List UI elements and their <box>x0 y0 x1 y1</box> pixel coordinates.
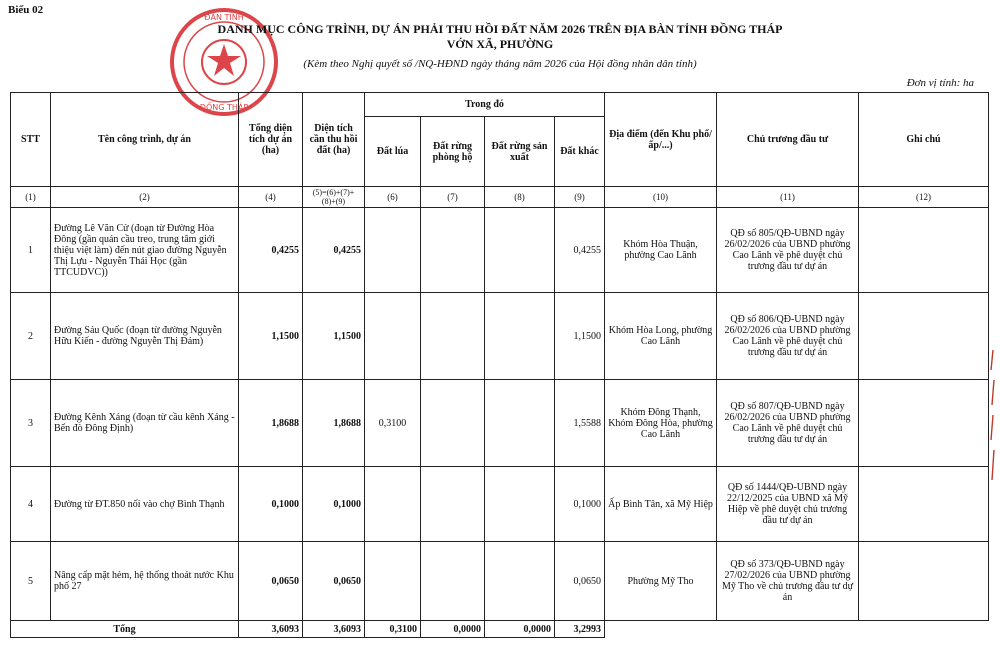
document-title <box>150 22 850 52</box>
row-dat-lua <box>365 293 421 380</box>
row-dat-rung-san-xuat <box>485 542 555 621</box>
header-dat-lua: Đất lúa <box>365 117 421 187</box>
row-stt: 4 <box>11 467 51 542</box>
empty-cell <box>859 621 989 638</box>
row-note <box>859 380 989 467</box>
total-recover-sum: 3,6093 <box>303 621 365 638</box>
row-location: Phường Mỹ Tho <box>605 542 717 621</box>
row-dat-rung-phong-ho <box>421 542 485 621</box>
index-cell: (11) <box>717 187 859 208</box>
row-dat-lua <box>365 208 421 293</box>
row-dat-lua <box>365 542 421 621</box>
row-recover-area: 1,1500 <box>303 293 365 380</box>
row-total-area: 0,1000 <box>239 467 303 542</box>
row-location: Khóm Hòa Long, phường Cao Lãnh <box>605 293 717 380</box>
index-cell: (4) <box>239 187 303 208</box>
index-cell: (6) <box>365 187 421 208</box>
table-row <box>11 542 989 621</box>
table-row <box>11 208 989 293</box>
total-label: Tổng <box>11 621 239 638</box>
row-policy: QĐ số 805/QĐ-UBND ngày 26/02/2026 của UBND phường Cao Lãnh về phê duyệt chủ trương đầu tư dự án <box>717 208 859 293</box>
row-dat-rung-phong-ho <box>421 293 485 380</box>
total-dat-khac-sum: 3,2993 <box>555 621 605 638</box>
total-dat-lua-sum: 0,3100 <box>365 621 421 638</box>
row-note <box>859 208 989 293</box>
empty-cell <box>605 621 717 638</box>
row-dat-rung-phong-ho <box>421 380 485 467</box>
svg-text:ĐẤN TỈNH: ĐẤN TỈNH <box>204 13 244 22</box>
column-index-row <box>11 187 989 208</box>
document-label: Biểu 02 <box>8 4 44 16</box>
index-cell: (7) <box>421 187 485 208</box>
row-policy: QĐ số 806/QĐ-UBND ngày 26/02/2026 của UBND phường Cao Lãnh về phê duyệt chủ trương đầu tư dự án <box>717 293 859 380</box>
row-stt: 3 <box>11 380 51 467</box>
project-table-container <box>10 92 988 638</box>
index-cell: (9) <box>555 187 605 208</box>
empty-cell <box>717 621 859 638</box>
header-dat-khac: Đất khác <box>555 117 605 187</box>
row-stt: 1 <box>11 208 51 293</box>
row-location: Khóm Hòa Thuận, phường Cao Lãnh <box>605 208 717 293</box>
total-dat-rung-phong-ho-sum: 0,0000 <box>421 621 485 638</box>
header-dat-rung-phong-ho: Đất rừng phòng hộ <box>421 117 485 187</box>
row-dat-rung-san-xuat <box>485 208 555 293</box>
total-dat-rung-san-xuat-sum: 0,0000 <box>485 621 555 638</box>
row-project-name: Nâng cấp mặt hẻm, hệ thống thoát nước Khu phố 27 <box>51 542 239 621</box>
row-project-name: Đường từ ĐT.850 nối vào chợ Bình Thạnh <box>51 467 239 542</box>
handwritten-margin-marks-icon <box>988 350 998 490</box>
row-dat-khac: 0,4255 <box>555 208 605 293</box>
index-cell: (2) <box>51 187 239 208</box>
row-dat-rung-san-xuat <box>485 380 555 467</box>
row-location: Ấp Bình Tân, xã Mỹ Hiệp <box>605 467 717 542</box>
row-note <box>859 293 989 380</box>
title-line-2: VỚN XÃ, PHƯỜNG <box>446 37 554 51</box>
row-dat-rung-san-xuat <box>485 467 555 542</box>
row-dat-khac: 1,5588 <box>555 380 605 467</box>
header-policy: Chủ trương đầu tư <box>717 93 859 187</box>
row-recover-area: 0,0650 <box>303 542 365 621</box>
row-note <box>859 542 989 621</box>
row-location: Khóm Đông Thạnh, Khóm Đông Hòa, phường Cao Lãnh <box>605 380 717 467</box>
row-policy: QĐ số 1444/QĐ-UBND ngày 22/12/2025 của UBND xã Mỹ Hiệp về phê duyệt chủ trương đầu tư dự án <box>717 467 859 542</box>
table-row <box>11 293 989 380</box>
svg-text:ĐỒNG THÁP: ĐỒNG THÁP <box>199 103 249 112</box>
header-trong-do: Trong đó <box>365 93 605 117</box>
row-total-area: 1,8688 <box>239 380 303 467</box>
index-cell: (10) <box>605 187 717 208</box>
row-note <box>859 467 989 542</box>
row-recover-area: 1,8688 <box>303 380 365 467</box>
total-area-sum: 3,6093 <box>239 621 303 638</box>
row-total-area: 0,4255 <box>239 208 303 293</box>
total-row <box>11 621 989 638</box>
table-row <box>11 380 989 467</box>
header-recover-area: Diện tích cần thu hồi đất (ha) <box>303 93 365 187</box>
row-dat-khac: 0,1000 <box>555 467 605 542</box>
row-dat-lua <box>365 467 421 542</box>
row-project-name: Đường Lê Văn Cử (đoạn từ Đường Hòa Đông (gần quán cầu treo, trung tâm giới thiệu việt làm) đến nút giao đường Nguyễn Thị Lựu - Nguyễn Thái Học (gần TTCUDVC)) <box>51 208 239 293</box>
row-project-name: Đường Sáu Quốc (đoạn từ đường Nguyễn Hữu Kiến - đường Nguyễn Thị Đảm) <box>51 293 239 380</box>
row-dat-khac: 1,1500 <box>555 293 605 380</box>
row-stt: 5 <box>11 542 51 621</box>
header-stt: STT <box>11 93 51 187</box>
header-location: Địa điểm (đến Khu phố/ấp/...) <box>605 93 717 187</box>
header-dat-rung-san-xuat: Đất rừng sản xuất <box>485 117 555 187</box>
title-line-1: DANH MỤC CÔNG TRÌNH, DỰ ÁN PHẢI THU HỒI ĐẤT NĂM 2026 TRÊN ĐỊA BÀN TỈNH ĐỒNG THÁP <box>217 22 783 36</box>
index-cell: (1) <box>11 187 51 208</box>
row-policy: QĐ số 807/QĐ-UBND ngày 26/02/2026 của UBND phường Cao Lãnh về phê duyệt chủ trương đầu tư dự án <box>717 380 859 467</box>
header-total-area: Tổng diện tích dự án (ha) <box>239 93 303 187</box>
row-project-name: Đường Kênh Xáng (đoạn từ cầu kênh Xáng - Bến đò Đông Định) <box>51 380 239 467</box>
row-dat-khac: 0,0650 <box>555 542 605 621</box>
row-recover-area: 0,1000 <box>303 467 365 542</box>
row-dat-rung-phong-ho <box>421 467 485 542</box>
table-row <box>11 467 989 542</box>
header-project-name: Tên công trình, dự án <box>51 93 239 187</box>
index-cell: (8) <box>485 187 555 208</box>
index-cell: (12) <box>859 187 989 208</box>
row-dat-rung-san-xuat <box>485 293 555 380</box>
unit-label: Đơn vị tính: ha <box>906 77 974 89</box>
index-cell: (5)=(6)+(7)+(8)+(9) <box>303 187 365 208</box>
row-recover-area: 0,4255 <box>303 208 365 293</box>
document-subtitle: (Kèm theo Nghị quyết số /NQ-HĐND ngày tháng năm 2026 của Hội đồng nhân dân tỉnh) <box>303 58 697 70</box>
project-table <box>10 92 989 638</box>
header-note: Ghi chú <box>859 93 989 187</box>
row-policy: QĐ số 373/QĐ-UBND ngày 27/02/2026 của UBND phường Mỹ Tho về chủ trương đầu tư dự án <box>717 542 859 621</box>
row-total-area: 1,1500 <box>239 293 303 380</box>
row-total-area: 0,0650 <box>239 542 303 621</box>
row-dat-lua: 0,3100 <box>365 380 421 467</box>
row-stt: 2 <box>11 293 51 380</box>
row-dat-rung-phong-ho <box>421 208 485 293</box>
